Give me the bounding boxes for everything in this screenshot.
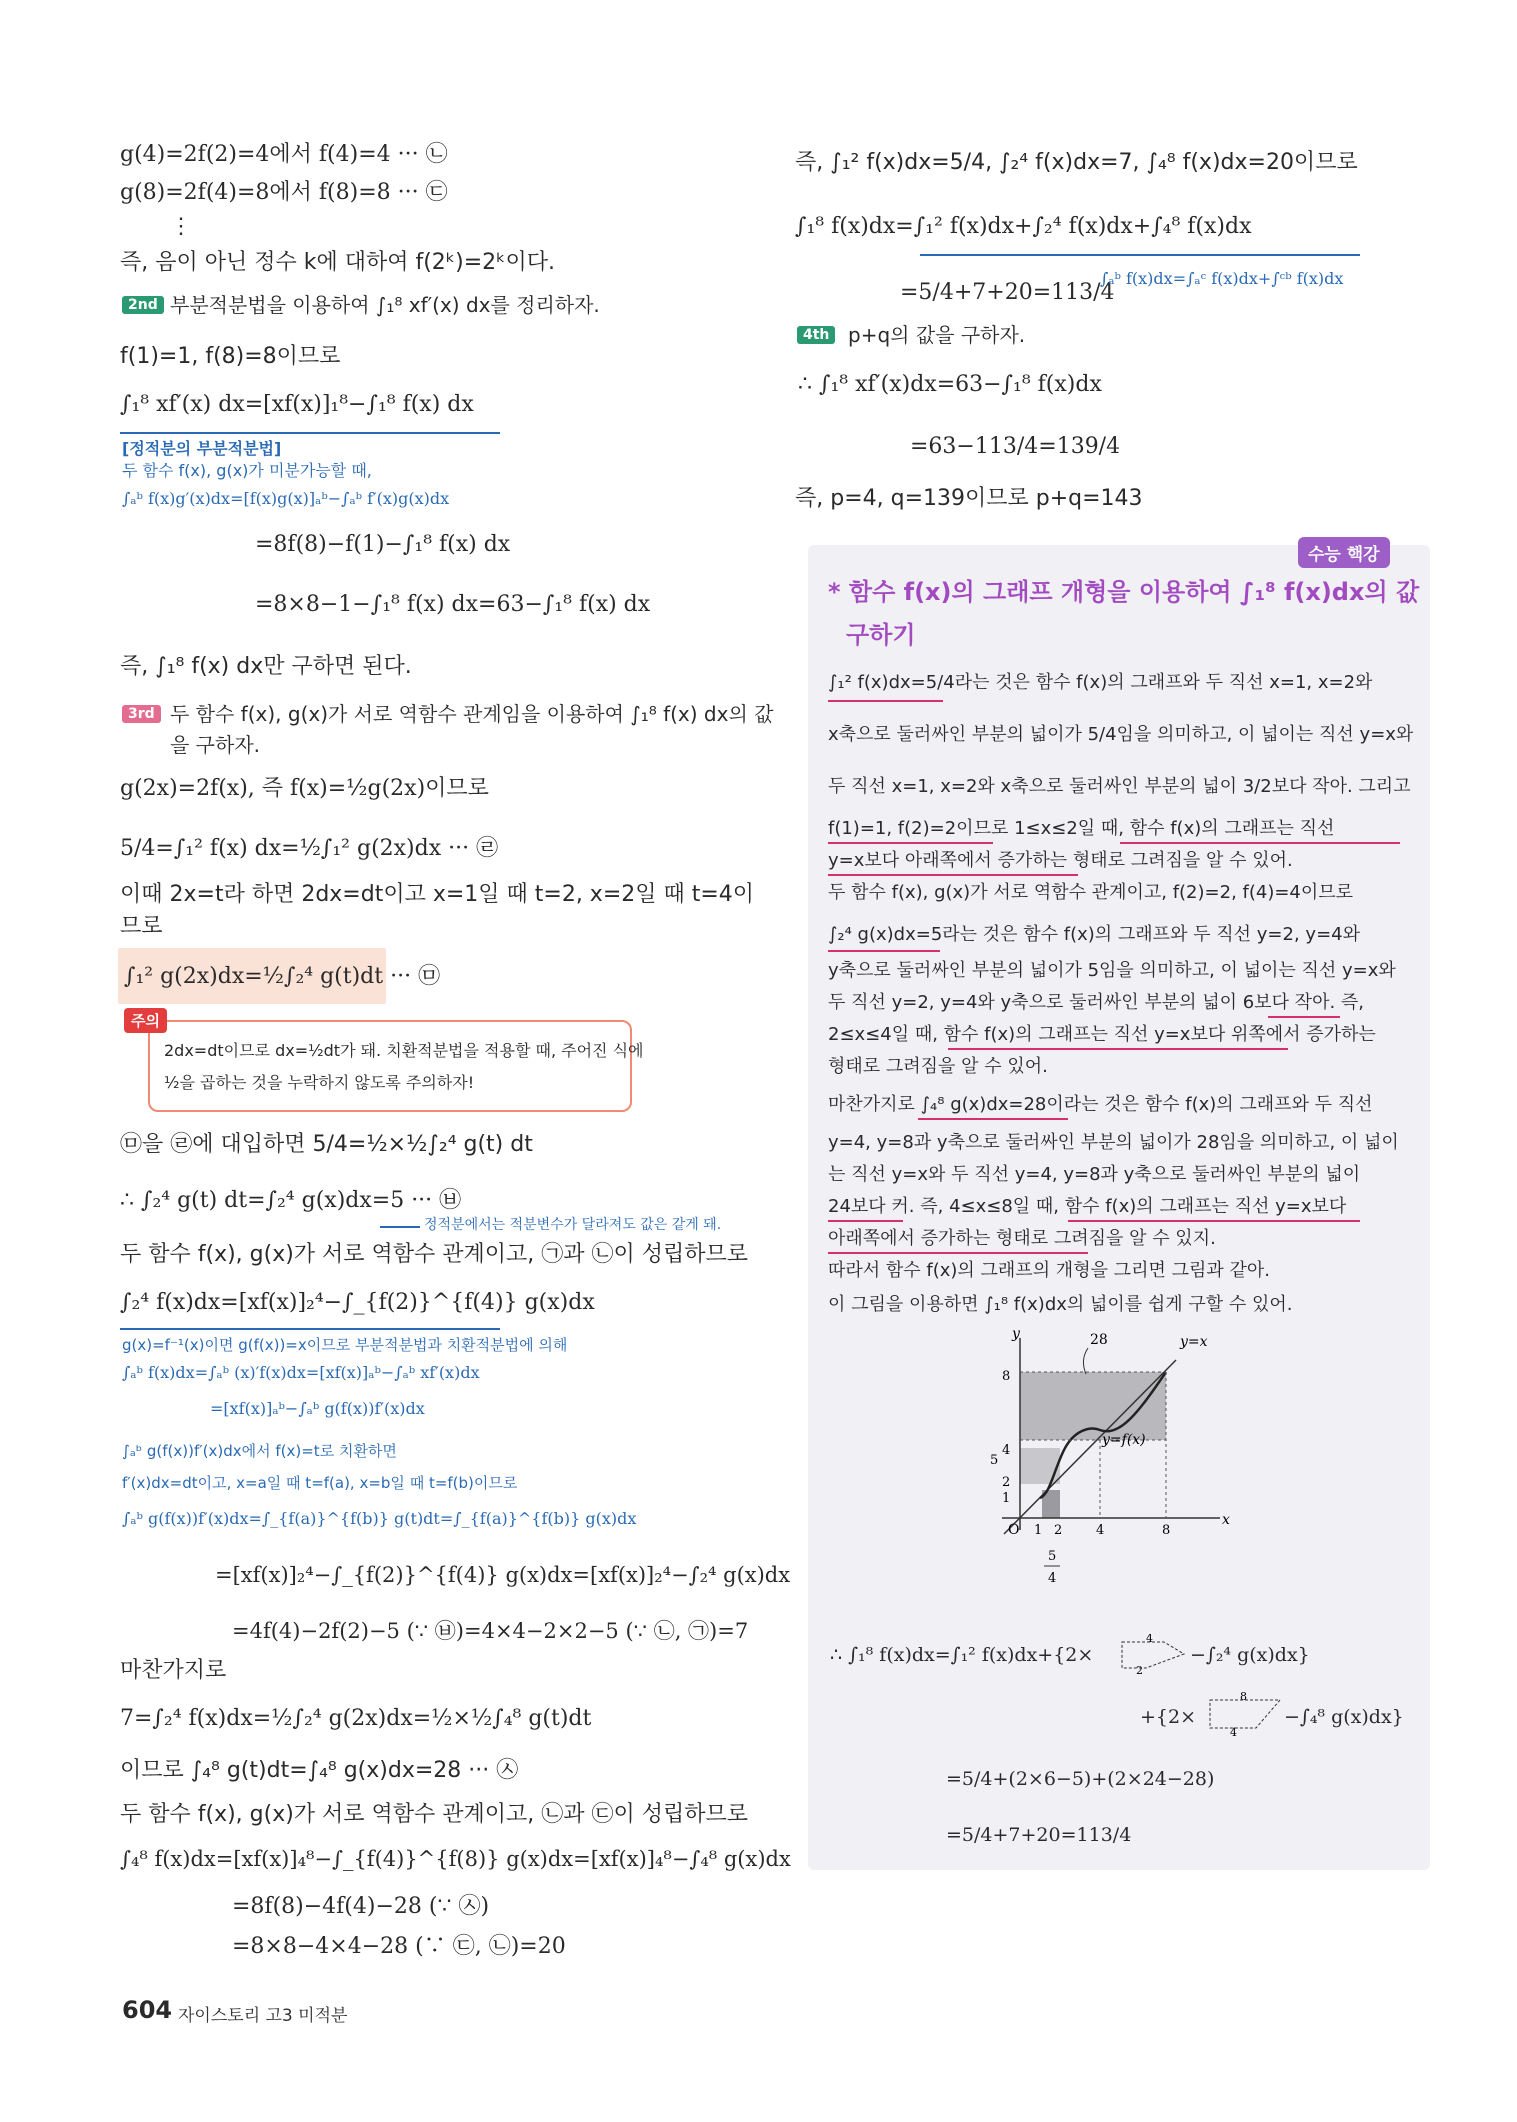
underline-b4a: [828, 842, 993, 844]
note-inverse-d: ∫ₐᵇ g(f(x))f′(x)dx에서 f(x)=t로 치환하면: [122, 1442, 397, 1460]
box-title: * 함수 f(x)의 그래프 개형을 이용하여 ∫₁⁸ f(x)dx의 값: [828, 578, 1420, 606]
eq-f-integral-2-4: ∫₂⁴ f(x)dx=[xf(x)]₂⁴−∫_{f(2)}^{f(4)} g(x)dx: [120, 1290, 595, 1315]
eq-g2x: g(2x)=2f(x), 즉 f(x)=½g(2x)이므로: [120, 776, 489, 801]
area-5-region: [1020, 1448, 1060, 1484]
y-tick-2: 2: [1002, 1475, 1011, 1490]
arrow-28: [1083, 1348, 1088, 1374]
x-tick-8: 8: [1162, 1523, 1171, 1538]
underline-b15b: [1068, 1220, 1360, 1222]
y-tick-1: 1: [1002, 1491, 1011, 1506]
eq-g4: g(4)=2f(2)=4에서 f(4)=4 ··· ㉡: [120, 142, 448, 167]
page-number: 604: [122, 1996, 173, 2024]
underline-b4b: [1120, 842, 1400, 844]
y-tick-8: 8: [1002, 1369, 1011, 1384]
box-line-5: y=x보다 아래쪽에서 증가하는 형태로 그려짐을 알 수 있어.: [828, 850, 1293, 871]
x-tick-4: 4: [1096, 1523, 1105, 1538]
y-tick-5: 5: [990, 1453, 999, 1468]
underline-b5: [828, 874, 1078, 876]
note-arrow-line: [380, 1226, 420, 1228]
note-variable: 정적분에서는 적분변수가 달라져도 값은 같게 돼.: [424, 1217, 722, 1233]
note-inverse-a: g(x)=f⁻¹(x)이면 g(f(x))=x이므로 부분적분법과 치환적분법에 의해: [122, 1336, 568, 1354]
shape-2-4: [1118, 1634, 1188, 1674]
box-line-6: 두 함수 f(x), g(x)가 서로 역함수 관계이고, f(2)=2, f(4)=4이므로: [828, 882, 1354, 903]
box-calc-1a: ∴ ∫₁⁸ f(x)dx=∫₁² f(x)dx+{2×: [830, 1644, 1094, 1666]
shape-4-8-top: 8: [1240, 1692, 1247, 1703]
box-line-13: y=4, y=8과 y축으로 둘러싸인 부분의 넓이가 28임을 의미하고, 이 넓이: [828, 1132, 1399, 1153]
eq-substitution: 이때 2x=t라 하면 2dx=dt이고 x=1일 때 t=2, x=2일 때 t=4이: [120, 882, 755, 907]
box-calc-1b: −∫₂⁴ g(x)dx}: [1190, 1644, 1310, 1666]
box-line-11: 형태로 그려짐을 알 수 있어.: [828, 1056, 1048, 1077]
box-line-8: y축으로 둘러싸인 부분의 넓이가 5임을 의미하고, 이 넓이는 직선 y=x와: [828, 960, 1396, 981]
box-line-2: x축으로 둘러싸인 부분의 넓이가 5/4임을 의미하고, 이 넓이는 직선 y=x와: [828, 724, 1414, 745]
note-ibp-condition: 두 함수 f(x), g(x)가 미분가능할 때,: [122, 461, 372, 480]
function-graph: [980, 1330, 1240, 1600]
box-line-17: 따라서 함수 f(x)의 그래프의 개형을 그리면 그림과 같아.: [828, 1260, 1270, 1281]
eq-integration-by-parts: ∫₁⁸ xf′(x) dx=[xf(x)]₁⁸−∫₁⁸ f(x) dx: [120, 392, 474, 417]
note-inverse-b: ∫ₐᵇ f(x)dx=∫ₐᵇ (x)′f(x)dx=[xf(x)]ₐᵇ−∫ₐᵇ xf′(x)dx: [122, 1363, 480, 1382]
caution-text-2: ½을 곱하는 것을 누락하지 않도록 주의하자!: [164, 1073, 475, 1092]
caution-box: [148, 1020, 632, 1112]
x-tick-1: 1: [1034, 1523, 1043, 1538]
box-calc-4: =5/4+7+20=113/4: [946, 1824, 1132, 1846]
underline-b16: [828, 1252, 1088, 1254]
box-line-4: f(1)=1, f(2)=2이므로 1≤x≤2일 때, 함수 f(x)의 그래프는 직선: [828, 818, 1335, 839]
underline-sum: [920, 254, 1360, 256]
note-additivity: ∫ₐᵇ f(x)dx=∫ₐᶜ f(x)dx+∫ᶜᵇ f(x)dx: [1100, 269, 1344, 288]
eq-g-integral-5: ∴ ∫₂⁴ g(t) dt=∫₂⁴ g(x)dx=5 ··· ㉥: [120, 1188, 462, 1213]
step-3-heading: 두 함수 f(x), g(x)가 서로 역함수 관계임을 이용하여 ∫₁⁸ f(x) dx의 값: [170, 702, 774, 726]
underline-ibp: [120, 432, 500, 434]
box-line-10: 2≤x≤4일 때, 함수 f(x)의 그래프는 직선 y=x보다 위쪽에서 증가하는: [828, 1024, 1376, 1045]
book-title: 자이스토리 고3 미적분: [178, 2006, 348, 2026]
eq-result-7: =4f(4)−2f(2)−5 (∵ ㉥)=4×4−2×2−5 (∵ ㉡, ㉠)=7: [232, 1619, 749, 1643]
frac-4: 4: [1048, 1571, 1057, 1586]
x-tick-2: 2: [1054, 1523, 1063, 1538]
origin-label: O: [1008, 1522, 1020, 1538]
box-line-12: 마찬가지로 ∫₄⁸ g(x)dx=28이라는 것은 함수 f(x)의 그래프와 두 직선: [828, 1094, 1373, 1115]
eq-answer: 즉, p=4, q=139이므로 p+q=143: [795, 486, 1143, 511]
area-28-label: 28: [1090, 1332, 1108, 1348]
x-axis-label: x: [1222, 1512, 1230, 1528]
line-label: y=x: [1180, 1334, 1208, 1350]
eq-f1-f8: f(1)=1, f(8)=8이므로: [120, 344, 341, 369]
y-axis-label: y: [1012, 1330, 1020, 1342]
conclusion-f2k: 즉, 음이 아닌 정수 k에 대하여 f(2ᵏ)=2ᵏ이다.: [120, 250, 556, 275]
eq-g2x-integral: ∫₁² g(2x)dx=½∫₂⁴ g(t)dt ··· ㉤: [124, 964, 441, 989]
underline-b1: [828, 700, 943, 702]
curve-label: y=f(x): [1102, 1432, 1146, 1448]
y-tick-4: 4: [1002, 1443, 1011, 1458]
caution-text-1: 2dx=dt이므로 dx=½dt가 돼. 치환적분법을 적용할 때, 주어진 식에: [164, 1041, 644, 1060]
box-line-7: ∫₂⁴ g(x)dx=5라는 것은 함수 f(x)의 그래프와 두 직선 y=2, y=4와: [828, 924, 1360, 945]
eq-substitute: ㉤을 ㉣에 대입하면 5/4=½×½∫₂⁴ g(t) dt: [120, 1132, 533, 1157]
note-inverse-e: f′(x)dx=dt이고, x=a일 때 t=f(a), x=b일 때 t=f(b)이므로: [122, 1474, 518, 1492]
note-inverse-f: ∫ₐᵇ g(f(x))f′(x)dx=∫_{f(a)}^{f(b)} g(t)dt=∫_{f(a)}^{f(b)} g(x)dx: [122, 1509, 637, 1528]
step-4-heading: p+q의 값을 구하자.: [848, 323, 1026, 347]
eq-inverse-relation-2: 두 함수 f(x), g(x)가 서로 역함수 관계이고, ㉡과 ㉢이 성립하므로: [120, 1802, 749, 1827]
step-3-badge: 3rd: [122, 705, 161, 723]
step-2-heading: 부분적분법을 이용하여 ∫₁⁸ xf′(x) dx를 정리하자.: [170, 293, 600, 317]
eq-g-integral-28: 이므로 ∫₄⁸ g(t)dt=∫₄⁸ g(x)dx=28 ··· ㉦: [120, 1758, 519, 1783]
underline-b9: [1268, 1016, 1340, 1018]
eq-substitution-cont: 므로: [120, 914, 163, 939]
step-3-heading-cont: 을 구하자.: [170, 733, 260, 757]
shape-4-8-bottom: 4: [1230, 1726, 1237, 1736]
eq-step-8f8: =8f(8)−f(1)−∫₁⁸ f(x) dx: [255, 532, 511, 557]
underline-inverse: [120, 1328, 500, 1330]
eq-step-63: =8×8−1−∫₁⁸ f(x) dx=63−∫₁⁸ f(x) dx: [255, 592, 651, 617]
box-line-15: 24보다 커. 즉, 4≤x≤8일 때, 함수 f(x)의 그래프는 직선 y=x보다: [828, 1196, 1347, 1217]
note-inverse-c: =[xf(x)]ₐᵇ−∫ₐᵇ g(f(x))f′(x)dx: [210, 1399, 425, 1418]
box-calc-2a: +{2×: [1140, 1706, 1197, 1728]
eq-seven: 7=∫₂⁴ f(x)dx=½∫₂⁴ g(2x)dx=½×½∫₄⁸ g(t)dt: [120, 1706, 592, 1731]
underline-b7: [828, 950, 940, 952]
box-line-1: ∫₁² f(x)dx=5/4라는 것은 함수 f(x)의 그래프와 두 직선 x=1, x=2와: [828, 672, 1373, 693]
step-4-badge: 4th: [797, 326, 835, 344]
underline-b15a: [828, 1220, 903, 1222]
eq-sum-integrals: ∫₁⁸ f(x)dx=∫₁² f(x)dx+∫₂⁴ f(x)dx+∫₄⁸ f(x)dx: [795, 214, 1252, 239]
key-lecture-badge: 수능 핵강: [1298, 537, 1390, 568]
shape-2-4-top: 4: [1146, 1634, 1153, 1645]
box-line-14: 는 직선 y=x와 두 직선 y=4, y=8과 y축으로 둘러싸인 부분의 넓이: [828, 1164, 1361, 1185]
eq-113-4: =5/4+7+20=113/4: [900, 280, 1115, 305]
eq-inverse-relation-1: 두 함수 f(x), g(x)가 서로 역함수 관계이고, ㉠과 ㉡이 성립하므로: [120, 1242, 749, 1267]
eq-final-1: ∴ ∫₁⁸ xf′(x)dx=63−∫₁⁸ f(x)dx: [798, 372, 1102, 397]
box-calc-2b: −∫₄⁸ g(x)dx}: [1284, 1706, 1404, 1728]
box-calc-3: =5/4+(2×6−5)+(2×24−28): [946, 1768, 1215, 1790]
eq-only-need-integral: 즉, ∫₁⁸ f(x) dx만 구하면 된다.: [120, 654, 412, 679]
eq-result-20: =8×8−4×4−28 (∵ ㉢, ㉡)=20: [232, 1934, 566, 1959]
box-line-18: 이 그림을 이용하면 ∫₁⁸ f(x)dx의 넓이를 쉽게 구할 수 있어.: [828, 1294, 1293, 1315]
shape-4-8: [1206, 1692, 1284, 1736]
shape-2-4-bottom: 2: [1136, 1664, 1143, 1674]
box-line-9: 두 직선 y=2, y=4와 y축으로 둘러싸인 부분의 넓이 6보다 작아. 즉,: [828, 992, 1365, 1013]
box-line-3: 두 직선 x=1, x=2와 x축으로 둘러싸인 부분의 넓이 3/2보다 작아. 그리고: [828, 776, 1411, 797]
eq-g8: g(8)=2f(4)=8에서 f(8)=8 ··· ㉢: [120, 180, 448, 205]
eq-f-integral-4-8: ∫₄⁸ f(x)dx=[xf(x)]₄⁸−∫_{f(4)}^{f(8)} g(x)dx=[xf(x)]₄⁸−∫₄⁸ g(x)dx: [120, 1847, 791, 1871]
caution-tag: 주의: [124, 1008, 167, 1033]
area-28-region: [1020, 1372, 1166, 1440]
eq-step-28: =8f(8)−4f(4)−28 (∵ ㉦): [232, 1894, 490, 1919]
vertical-ellipsis: ⋮: [170, 214, 192, 239]
note-ibp-formula: ∫ₐᵇ f(x)g′(x)dx=[f(x)g(x)]ₐᵇ−∫ₐᵇ f′(x)g(x)dx: [122, 489, 450, 508]
underline-b12: [918, 1118, 1068, 1120]
frac-5: 5: [1048, 1549, 1057, 1564]
text-likewise: 마찬가지로: [120, 1658, 227, 1683]
eq-three-integrals: 즉, ∫₁² f(x)dx=5/4, ∫₂⁴ f(x)dx=7, ∫₄⁸ f(x)dx=20이므로: [795, 150, 1358, 175]
eq-f-integral-2-4-cont: =[xf(x)]₂⁴−∫_{f(2)}^{f(4)} g(x)dx=[xf(x)]₂⁴−∫₂⁴ g(x)dx: [215, 1563, 791, 1587]
box-line-16: 아래쪽에서 증가하는 형태로 그려짐을 알 수 있지.: [828, 1228, 1216, 1249]
note-ibp-title: [정적분의 부분적분법]: [122, 439, 282, 458]
eq-final-2: =63−113/4=139/4: [910, 434, 1121, 459]
eq-five-quarters: 5/4=∫₁² f(x) dx=½∫₁² g(2x)dx ··· ㉣: [120, 836, 499, 861]
underline-b10: [948, 1048, 1288, 1050]
step-2-badge: 2nd: [122, 296, 164, 314]
box-title-cont: 구하기: [846, 621, 916, 649]
